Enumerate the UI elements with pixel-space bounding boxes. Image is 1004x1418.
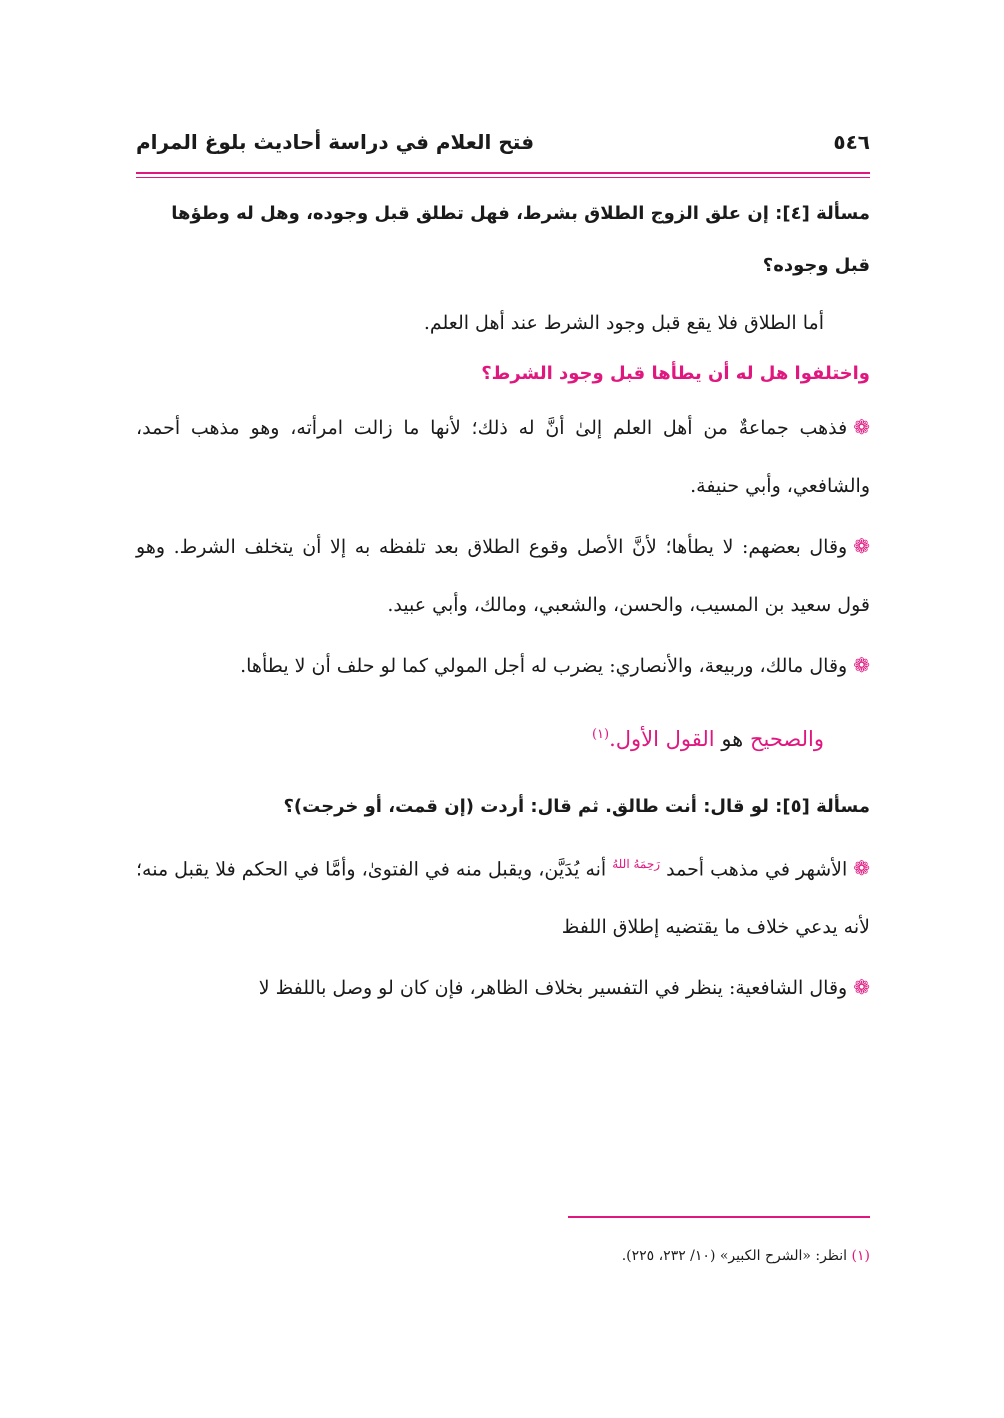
paragraph-5-after: أنه يُدَيَّن، ويقبل منه في الفتوىٰ، وأمَّا في الحكم فلا يقبل منه؛ لأنه يدعي خلاف ما يقتضيه إطلاق اللفظ [136, 858, 870, 939]
question-5-label: مسألة [٥]: [775, 796, 870, 817]
footnote-reference[interactable]: (١) [591, 727, 610, 742]
conclusion-middle: هو [721, 727, 744, 751]
paragraph-2 [136, 398, 870, 515]
running-header [136, 130, 870, 166]
flower-ornament-icon: ❁ [853, 653, 870, 677]
flower-ornament-icon: ❁ [853, 975, 870, 1000]
conclusion [136, 703, 870, 771]
honorific-rahimahullah: رَحِمَهُ اللهُ [612, 857, 661, 871]
question-4 [136, 188, 870, 292]
footnote-separator [568, 1216, 870, 1218]
footnote-text: انظر: «الشرح الكبير» (١٠/ ٢٣٢، ٢٢٥). [621, 1248, 848, 1264]
page-body [136, 130, 870, 1017]
paragraph-6-text: وقال الشافعية: ينظر في التفسير بخلاف الظاهر، فإن كان لو وصل باللفظ لا [258, 977, 848, 1000]
flower-ornament-icon: ❁ [853, 415, 870, 439]
paragraph-3 [136, 517, 870, 634]
subheading-disagreement: واختلفوا هل له أن يطأها قبل وجود الشرط؟ [481, 363, 870, 384]
question-5 [136, 781, 870, 833]
header-rule-thin [136, 177, 870, 178]
paragraph-5-before: الأشهر في مذهب أحمد [666, 858, 848, 881]
paragraph-5 [136, 835, 870, 956]
footnote-1 [622, 1248, 870, 1264]
flower-ornament-icon: ❁ [853, 534, 870, 558]
paragraph-1: أما الطلاق فلا يقع قبل وجود الشرط عند أهل العلم. [423, 312, 824, 334]
paragraph-3-text: وقال بعضهم: لا يطأها؛ لأنَّ الأصل وقوع الطلاق بعد تلفظه به إلا أن يتخلف الشرط. وهو قول سعيد بن المسيب، والحسن، والشعبي، ومالك، وأبي عبيد. [136, 536, 870, 616]
flower-ornament-icon: ❁ [853, 856, 871, 881]
header-rule [136, 172, 870, 174]
footnote-number: (١) [851, 1248, 870, 1264]
paragraph-4-text: وقال مالك، وربيعة، والأنصاري: يضرب له أجل المولي كما لو حلف أن لا يطأها. [240, 655, 848, 677]
paragraph-2-text: فذهب جماعةٌ من أهل العلم إلىٰ أنَّ له ذلك؛ لأنها ما زالت امرأته، وهو مذهب أحمد، والشافعي، وأبي حنيفة. [136, 417, 870, 497]
paragraph-4 [136, 636, 870, 695]
question-4-text: إن علق الزوج الطلاق بشرط، فهل تطلق قبل وجوده، وهل له وطؤها قبل وجوده؟ [171, 203, 870, 276]
conclusion-highlight: القول الأول. [609, 727, 715, 751]
paragraph-6 [136, 958, 870, 1017]
book-title: فتح العلام في دراسة أحاديث بلوغ المرام [136, 130, 535, 154]
question-4-label: مسألة [٤]: [775, 203, 870, 224]
question-5-text: لو قال: أنت طالق. ثم قال: أردت (إن قمت، أو خرجت)؟ [283, 796, 769, 817]
conclusion-prefix: والصحيح [749, 727, 824, 751]
page-number: ٥٤٦ [833, 130, 870, 154]
